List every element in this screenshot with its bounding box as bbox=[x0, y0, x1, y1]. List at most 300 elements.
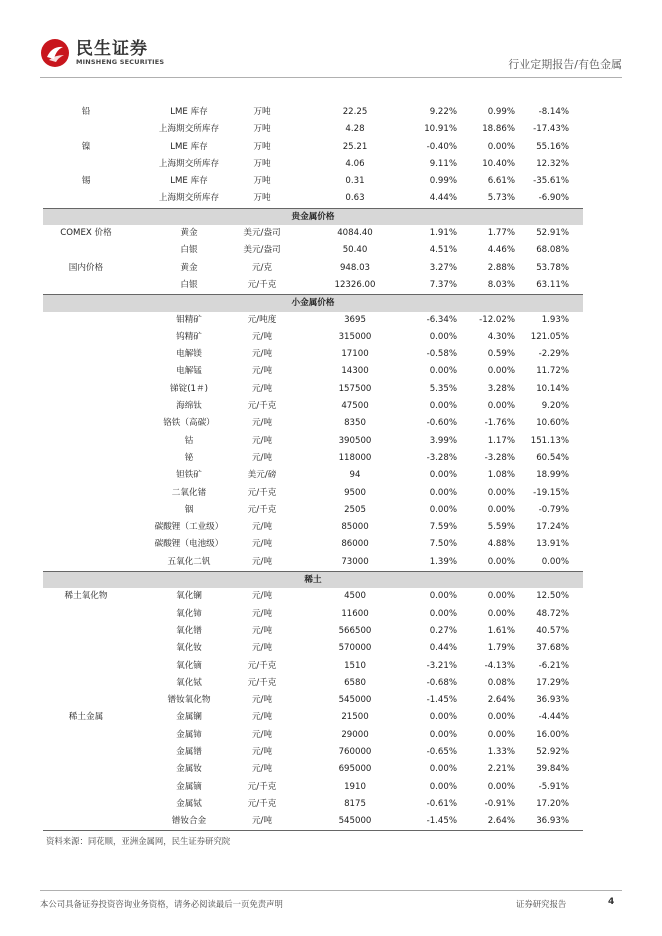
table-row bbox=[43, 658, 583, 675]
item-cell: 碳酸锂（电池级） bbox=[154, 539, 224, 550]
unit-cell: 元/千克 bbox=[247, 660, 277, 671]
item-cell: LME 库存 bbox=[170, 107, 208, 117]
weekly-change-cell: 0.00% bbox=[429, 487, 457, 498]
unit-cell: 元/千克 bbox=[247, 487, 277, 498]
item-cell: LME 库存 bbox=[170, 141, 208, 152]
monthly-change-cell: 4.46% bbox=[487, 245, 515, 256]
table-row bbox=[43, 415, 583, 432]
ytd-change-cell: -0.79% bbox=[538, 504, 569, 515]
monthly-change-cell: 18.86% bbox=[482, 124, 515, 135]
weekly-change-cell: 3.99% bbox=[429, 435, 457, 446]
weekly-change-cell: -1.45% bbox=[426, 695, 457, 706]
ytd-change-cell: -5.91% bbox=[538, 781, 569, 792]
ytd-change-cell: 9.20% bbox=[541, 401, 569, 412]
table-row bbox=[43, 363, 583, 380]
price-cell: 9500 bbox=[344, 487, 366, 498]
table-row bbox=[43, 242, 583, 259]
group-cell: 锡 bbox=[81, 176, 91, 187]
weekly-change-cell: -3.21% bbox=[426, 660, 457, 671]
table-row bbox=[43, 260, 583, 277]
unit-cell: 元/吨 bbox=[251, 383, 273, 394]
item-cell: 金属镝 bbox=[176, 781, 202, 792]
weekly-change-cell: -0.58% bbox=[426, 349, 457, 360]
unit-cell: 元/吨 bbox=[251, 712, 273, 723]
ytd-change-cell: 39.84% bbox=[536, 764, 569, 775]
ytd-change-cell: -6.90% bbox=[538, 193, 569, 204]
monthly-change-cell: 1.79% bbox=[487, 643, 515, 654]
monthly-change-cell: 0.00% bbox=[487, 366, 515, 377]
item-cell: 钽铁矿 bbox=[176, 470, 202, 481]
table-row bbox=[43, 225, 583, 242]
weekly-change-cell: -3.28% bbox=[426, 452, 457, 463]
unit-cell: 元/克 bbox=[251, 262, 273, 273]
price-cell: 47500 bbox=[341, 401, 369, 412]
weekly-change-cell: -6.34% bbox=[426, 314, 457, 325]
weekly-change-cell: 0.00% bbox=[429, 401, 457, 412]
item-cell: 黄金 bbox=[180, 228, 198, 239]
item-cell: 电解镁 bbox=[176, 349, 202, 360]
unit-cell: 元/吨 bbox=[251, 539, 273, 550]
ytd-change-cell: -19.15% bbox=[533, 487, 569, 498]
weekly-change-cell: 0.27% bbox=[429, 625, 457, 636]
section-header-row bbox=[43, 208, 583, 225]
unit-cell: 元/吨 bbox=[251, 556, 273, 567]
table-row bbox=[43, 346, 583, 363]
weekly-change-cell: 4.51% bbox=[429, 245, 457, 256]
price-cell: 0.31 bbox=[345, 176, 365, 187]
ytd-change-cell: 55.16% bbox=[536, 141, 569, 152]
price-cell: 315000 bbox=[338, 331, 372, 342]
item-cell: 金属镧 bbox=[176, 712, 202, 723]
ytd-change-cell: 10.14% bbox=[536, 383, 569, 394]
weekly-change-cell: 0.00% bbox=[429, 591, 457, 602]
ytd-change-cell: -35.61% bbox=[533, 176, 569, 187]
unit-cell: 元/千克 bbox=[247, 401, 277, 412]
unit-cell: 元/千克 bbox=[247, 798, 277, 809]
table-row bbox=[43, 467, 583, 484]
weekly-change-cell: -0.68% bbox=[426, 677, 457, 688]
price-cell: 948.03 bbox=[339, 262, 371, 273]
monthly-change-cell: 10.40% bbox=[482, 158, 515, 169]
item-cell: 钼精矿 bbox=[176, 314, 202, 325]
monthly-change-cell: -4.13% bbox=[484, 660, 515, 671]
unit-cell: 万吨 bbox=[253, 141, 271, 152]
unit-cell: 元/吨 bbox=[251, 764, 273, 775]
weekly-change-cell: 0.00% bbox=[429, 331, 457, 342]
monthly-change-cell: 0.00% bbox=[487, 504, 515, 515]
page-number: 4 bbox=[608, 897, 615, 907]
table-row bbox=[43, 588, 583, 605]
ytd-change-cell: 151.13% bbox=[530, 435, 569, 446]
item-cell: 铟 bbox=[184, 504, 194, 515]
unit-cell: 元/千克 bbox=[247, 677, 277, 688]
table-row bbox=[43, 675, 583, 692]
unit-cell: 元/吨 bbox=[251, 452, 273, 463]
unit-cell: 元/吨度 bbox=[247, 314, 277, 325]
table-row bbox=[43, 502, 583, 519]
ytd-change-cell: 36.93% bbox=[536, 695, 569, 706]
monthly-change-cell: 0.08% bbox=[487, 677, 515, 688]
monthly-change-cell: 2.64% bbox=[487, 816, 515, 827]
unit-cell: 元/吨 bbox=[251, 746, 273, 757]
table-row bbox=[43, 121, 583, 138]
item-cell: 金属镨 bbox=[176, 746, 202, 757]
monthly-change-cell: 0.00% bbox=[487, 141, 515, 152]
ytd-change-cell: 52.92% bbox=[536, 746, 569, 757]
unit-cell: 元/吨 bbox=[251, 522, 273, 533]
monthly-change-cell: 2.21% bbox=[487, 764, 515, 775]
monthly-change-cell: 0.00% bbox=[487, 712, 515, 723]
unit-cell: 元/吨 bbox=[251, 816, 273, 827]
item-cell: 上海期交所库存 bbox=[158, 193, 220, 204]
unit-cell: 元/吨 bbox=[251, 643, 273, 654]
price-cell: 12326.00 bbox=[334, 279, 376, 290]
group-cell: 铅 bbox=[81, 107, 91, 117]
item-cell: 氧化镨 bbox=[176, 625, 202, 636]
minsheng-logo-icon bbox=[40, 38, 70, 68]
group-cell: COMEX 价格 bbox=[60, 228, 112, 239]
table-row bbox=[43, 156, 583, 173]
unit-cell: 元/吨 bbox=[251, 331, 273, 342]
monthly-change-cell: -1.76% bbox=[484, 418, 515, 429]
price-cell: 760000 bbox=[338, 746, 372, 757]
price-cell: 1910 bbox=[344, 781, 366, 792]
price-cell: 86000 bbox=[341, 539, 369, 550]
group-cell: 稀土金属 bbox=[68, 712, 104, 723]
price-cell: 545000 bbox=[338, 695, 372, 706]
ytd-change-cell: 12.32% bbox=[536, 158, 569, 169]
ytd-change-cell: 40.57% bbox=[536, 625, 569, 636]
item-cell: 氧化铽 bbox=[176, 677, 202, 688]
table-row bbox=[43, 519, 583, 536]
ytd-change-cell: 10.60% bbox=[536, 418, 569, 429]
ytd-change-cell: 37.68% bbox=[536, 643, 569, 654]
weekly-change-cell: 4.44% bbox=[429, 193, 457, 204]
ytd-change-cell: 0.00% bbox=[541, 556, 569, 567]
price-cell: 570000 bbox=[338, 643, 372, 654]
unit-cell: 万吨 bbox=[253, 124, 271, 135]
ytd-change-cell: 48.72% bbox=[536, 608, 569, 619]
monthly-change-cell: 3.28% bbox=[487, 383, 515, 394]
monthly-change-cell: 6.61% bbox=[487, 176, 515, 187]
monthly-change-cell: 4.88% bbox=[487, 539, 515, 550]
table-row bbox=[43, 173, 583, 190]
weekly-change-cell: 1.91% bbox=[429, 228, 457, 239]
weekly-change-cell: 7.59% bbox=[429, 522, 457, 533]
ytd-change-cell: 12.50% bbox=[536, 591, 569, 602]
weekly-change-cell: 9.22% bbox=[429, 107, 457, 117]
price-cell: 29000 bbox=[341, 729, 369, 740]
unit-cell: 元/吨 bbox=[251, 625, 273, 636]
unit-cell: 元/吨 bbox=[251, 366, 273, 377]
weekly-change-cell: 7.50% bbox=[429, 539, 457, 550]
price-cell: 0.63 bbox=[345, 193, 365, 204]
monthly-change-cell: 5.73% bbox=[487, 193, 515, 204]
group-cell: 稀土氧化物 bbox=[64, 591, 108, 602]
brand-name-en: MINSHENG SECURITIES bbox=[76, 57, 165, 66]
table-row bbox=[43, 104, 583, 121]
ytd-change-cell: 1.93% bbox=[541, 314, 569, 325]
monthly-change-cell: -0.91% bbox=[484, 798, 515, 809]
footer-disclaimer: 本公司具备证券投资咨询业务资格，请务必阅读最后一页免责声明 bbox=[40, 899, 283, 909]
item-cell: 白银 bbox=[180, 279, 198, 290]
price-cell: 695000 bbox=[338, 764, 372, 775]
price-cell: 4.06 bbox=[345, 158, 365, 169]
ytd-change-cell: 68.08% bbox=[536, 245, 569, 256]
unit-cell: 元/吨 bbox=[251, 591, 273, 602]
item-cell: 五氧化二钒 bbox=[167, 556, 211, 567]
table-row bbox=[43, 779, 583, 796]
table-row bbox=[43, 312, 583, 329]
brand-name-cn: 民生证券 bbox=[76, 38, 148, 59]
ytd-change-cell: 16.00% bbox=[536, 729, 569, 740]
monthly-change-cell: -3.28% bbox=[484, 452, 515, 463]
report-type: 行业定期报告/有色金属 bbox=[508, 58, 622, 71]
monthly-change-cell: 0.00% bbox=[487, 401, 515, 412]
weekly-change-cell: 9.11% bbox=[429, 158, 457, 169]
price-cell: 4084.40 bbox=[337, 228, 373, 239]
monthly-change-cell: 0.59% bbox=[487, 349, 515, 360]
unit-cell: 元/吨 bbox=[251, 435, 273, 446]
table-row bbox=[43, 640, 583, 657]
price-cell: 8350 bbox=[344, 418, 366, 429]
table-row bbox=[43, 796, 583, 813]
monthly-change-cell: 2.88% bbox=[487, 262, 515, 273]
section-header-row bbox=[43, 294, 583, 311]
item-cell: 氧化镧 bbox=[176, 591, 202, 602]
price-cell: 390500 bbox=[338, 435, 372, 446]
ytd-change-cell: 36.93% bbox=[536, 816, 569, 827]
monthly-change-cell: 0.00% bbox=[487, 487, 515, 498]
unit-cell: 元/吨 bbox=[251, 729, 273, 740]
price-cell: 118000 bbox=[338, 452, 372, 463]
table-row bbox=[43, 329, 583, 346]
ytd-change-cell: -8.14% bbox=[538, 107, 569, 117]
table-row bbox=[43, 623, 583, 640]
price-cell: 4500 bbox=[344, 591, 366, 602]
price-cell: 73000 bbox=[341, 556, 369, 567]
item-cell: 镨钕合金 bbox=[171, 816, 207, 827]
price-cell: 8175 bbox=[344, 798, 366, 809]
monthly-change-cell: 1.77% bbox=[487, 228, 515, 239]
unit-cell: 万吨 bbox=[253, 107, 271, 117]
item-cell: 锑锭(1＃) bbox=[170, 383, 208, 394]
price-cell: 545000 bbox=[338, 816, 372, 827]
ytd-change-cell: 17.29% bbox=[536, 677, 569, 688]
monthly-change-cell: 1.33% bbox=[487, 746, 515, 757]
ytd-change-cell: 60.54% bbox=[536, 452, 569, 463]
unit-cell: 万吨 bbox=[253, 176, 271, 187]
weekly-change-cell: -0.61% bbox=[426, 798, 457, 809]
header-divider bbox=[40, 77, 622, 78]
ytd-change-cell: -4.44% bbox=[538, 712, 569, 723]
table-row bbox=[43, 761, 583, 778]
monthly-change-cell: 0.00% bbox=[487, 608, 515, 619]
unit-cell: 万吨 bbox=[253, 193, 271, 204]
table-row bbox=[43, 536, 583, 553]
ytd-change-cell: 13.91% bbox=[536, 539, 569, 550]
ytd-change-cell: 52.91% bbox=[536, 228, 569, 239]
table-row bbox=[43, 190, 583, 207]
monthly-change-cell: 4.30% bbox=[487, 331, 515, 342]
monthly-change-cell: 5.59% bbox=[487, 522, 515, 533]
weekly-change-cell: 1.39% bbox=[429, 556, 457, 567]
weekly-change-cell: 0.00% bbox=[429, 764, 457, 775]
price-cell: 21500 bbox=[341, 712, 369, 723]
item-cell: 白银 bbox=[180, 245, 198, 256]
price-cell: 14300 bbox=[341, 366, 369, 377]
metal-price-table bbox=[43, 104, 583, 830]
table-bottom-rule bbox=[43, 830, 583, 831]
table-row bbox=[43, 433, 583, 450]
unit-cell: 美元/盎司 bbox=[243, 228, 281, 239]
section-header-row bbox=[43, 571, 583, 588]
price-cell: 157500 bbox=[338, 383, 372, 394]
item-cell: LME 库存 bbox=[170, 176, 208, 187]
section-title: 小金属价格 bbox=[291, 298, 335, 309]
table-row bbox=[43, 554, 583, 571]
item-cell: 钴 bbox=[184, 435, 194, 446]
item-cell: 海绵钛 bbox=[176, 401, 202, 412]
ytd-change-cell: -6.21% bbox=[538, 660, 569, 671]
table-row bbox=[43, 398, 583, 415]
brand-logo bbox=[40, 38, 164, 68]
price-cell: 85000 bbox=[341, 522, 369, 533]
item-cell: 电解锰 bbox=[176, 366, 202, 377]
ytd-change-cell: 17.20% bbox=[536, 798, 569, 809]
item-cell: 上海期交所库存 bbox=[158, 124, 220, 135]
item-cell: 镨钕氧化物 bbox=[167, 695, 211, 706]
monthly-change-cell: 0.00% bbox=[487, 729, 515, 740]
table-row bbox=[43, 692, 583, 709]
weekly-change-cell: 5.35% bbox=[429, 383, 457, 394]
ytd-change-cell: 18.99% bbox=[536, 470, 569, 481]
ytd-change-cell: -17.43% bbox=[533, 124, 569, 135]
item-cell: 氧化铈 bbox=[176, 608, 202, 619]
price-cell: 2505 bbox=[344, 504, 366, 515]
ytd-change-cell: 53.78% bbox=[536, 262, 569, 273]
price-cell: 4.28 bbox=[345, 124, 365, 135]
weekly-change-cell: 0.00% bbox=[429, 608, 457, 619]
unit-cell: 元/吨 bbox=[251, 418, 273, 429]
price-cell: 6580 bbox=[344, 677, 366, 688]
group-cell: 国内价格 bbox=[68, 262, 104, 273]
weekly-change-cell: 0.99% bbox=[429, 176, 457, 187]
table-row bbox=[43, 606, 583, 623]
ytd-change-cell: 121.05% bbox=[530, 331, 569, 342]
unit-cell: 元/吨 bbox=[251, 695, 273, 706]
monthly-change-cell: 1.17% bbox=[487, 435, 515, 446]
unit-cell: 元/千克 bbox=[247, 504, 277, 515]
weekly-change-cell: 10.91% bbox=[424, 124, 457, 135]
ytd-change-cell: 11.72% bbox=[536, 366, 569, 377]
table-row bbox=[43, 381, 583, 398]
monthly-change-cell: 0.00% bbox=[487, 591, 515, 602]
price-cell: 94 bbox=[349, 470, 361, 481]
item-cell: 上海期交所库存 bbox=[158, 158, 220, 169]
table-row bbox=[43, 139, 583, 156]
group-cell: 镍 bbox=[81, 141, 91, 152]
monthly-change-cell: -12.02% bbox=[479, 314, 515, 325]
unit-cell: 元/千克 bbox=[247, 279, 277, 290]
weekly-change-cell: 7.37% bbox=[429, 279, 457, 290]
section-title: 稀土 bbox=[304, 575, 322, 586]
weekly-change-cell: -0.40% bbox=[426, 141, 457, 152]
item-cell: 铬铁（高碳） bbox=[163, 418, 215, 429]
weekly-change-cell: 0.00% bbox=[429, 504, 457, 515]
price-cell: 17100 bbox=[341, 349, 369, 360]
item-cell: 黄金 bbox=[180, 262, 198, 273]
footer-divider bbox=[40, 890, 622, 891]
weekly-change-cell: -0.60% bbox=[426, 418, 457, 429]
weekly-change-cell: -1.45% bbox=[426, 816, 457, 827]
weekly-change-cell: 3.27% bbox=[429, 262, 457, 273]
weekly-change-cell: 0.00% bbox=[429, 729, 457, 740]
item-cell: 氧化钕 bbox=[176, 643, 202, 654]
item-cell: 金属钕 bbox=[176, 764, 202, 775]
price-cell: 566500 bbox=[338, 625, 372, 636]
weekly-change-cell: 0.00% bbox=[429, 470, 457, 481]
unit-cell: 万吨 bbox=[253, 158, 271, 169]
item-cell: 钨精矿 bbox=[176, 331, 202, 342]
item-cell: 铋 bbox=[184, 452, 194, 463]
weekly-change-cell: -0.65% bbox=[426, 746, 457, 757]
price-cell: 25.21 bbox=[342, 141, 368, 152]
unit-cell: 美元/磅 bbox=[247, 470, 277, 481]
monthly-change-cell: 0.00% bbox=[487, 781, 515, 792]
monthly-change-cell: 1.61% bbox=[487, 625, 515, 636]
footer-label: 证券研究报告 bbox=[516, 899, 567, 909]
table-row bbox=[43, 813, 583, 830]
source-note: 资料来源：同花顺，亚洲金属网，民生证券研究院 bbox=[46, 836, 231, 846]
unit-cell: 元/千克 bbox=[247, 781, 277, 792]
monthly-change-cell: 0.99% bbox=[487, 107, 515, 117]
item-cell: 金属铈 bbox=[176, 729, 202, 740]
table-row bbox=[43, 485, 583, 502]
weekly-change-cell: 0.44% bbox=[429, 643, 457, 654]
monthly-change-cell: 2.64% bbox=[487, 695, 515, 706]
table-row bbox=[43, 450, 583, 467]
unit-cell: 元/吨 bbox=[251, 349, 273, 360]
page-header bbox=[40, 34, 622, 76]
price-cell: 1510 bbox=[344, 660, 366, 671]
item-cell: 碳酸锂（工业级） bbox=[154, 522, 224, 533]
price-cell: 3695 bbox=[344, 314, 366, 325]
weekly-change-cell: 0.00% bbox=[429, 366, 457, 377]
section-title: 贵金属价格 bbox=[291, 211, 335, 222]
price-cell: 11600 bbox=[341, 608, 369, 619]
unit-cell: 元/吨 bbox=[251, 608, 273, 619]
unit-cell: 美元/盎司 bbox=[243, 245, 281, 256]
item-cell: 二氧化锗 bbox=[171, 487, 207, 498]
ytd-change-cell: 17.24% bbox=[536, 522, 569, 533]
monthly-change-cell: 1.08% bbox=[487, 470, 515, 481]
table-row bbox=[43, 277, 583, 294]
ytd-change-cell: -2.29% bbox=[538, 349, 569, 360]
item-cell: 氧化镝 bbox=[176, 660, 202, 671]
price-cell: 50.40 bbox=[342, 245, 368, 256]
monthly-change-cell: 0.00% bbox=[487, 556, 515, 567]
ytd-change-cell: 63.11% bbox=[536, 279, 569, 290]
weekly-change-cell: 0.00% bbox=[429, 781, 457, 792]
item-cell: 金属铽 bbox=[176, 798, 202, 809]
monthly-change-cell: 8.03% bbox=[487, 279, 515, 290]
table-row bbox=[43, 727, 583, 744]
table-row bbox=[43, 744, 583, 761]
price-cell: 22.25 bbox=[342, 107, 368, 117]
weekly-change-cell: 0.00% bbox=[429, 712, 457, 723]
table-row bbox=[43, 709, 583, 726]
